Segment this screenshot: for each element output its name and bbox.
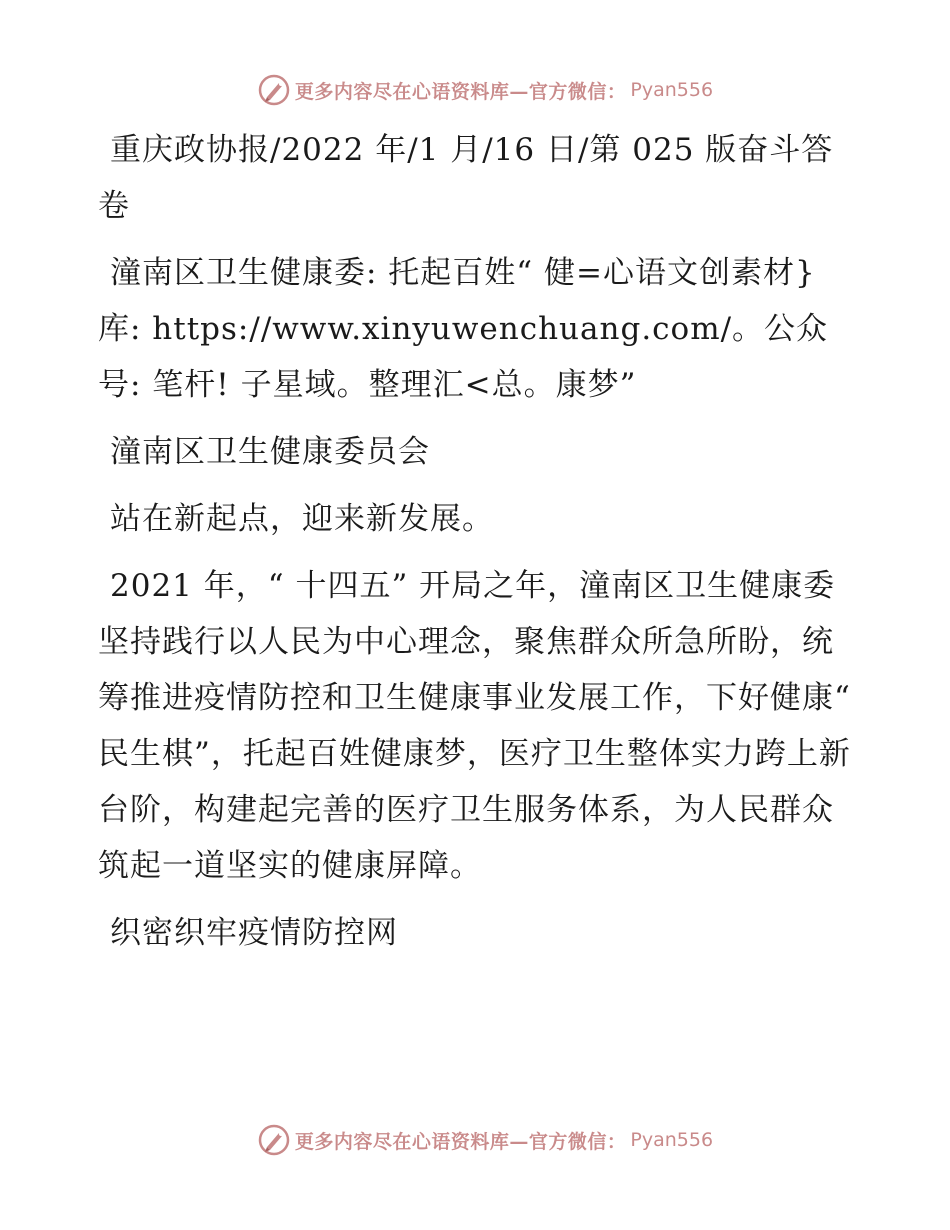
- pen-logo-icon: [257, 1123, 291, 1157]
- footer-watermark-wechat: Pyan556: [630, 1129, 714, 1151]
- pen-logo-icon: [257, 73, 291, 107]
- body-paragraph: 2021 年，“ 十四五” 开局之年，潼南区卫生健康委坚持践行以人民为中心理念，聚焦群众所急所盼，统筹推进疫情防控和卫生健康事业发展工作，下好健康“ 民生棋”，托起百姓健康梦，医疗卫生整体实力跨上新台阶，构建起完善的医疗卫生服务体系，为人民群众筑起一道坚实的健康屏障。: [98, 568, 851, 884]
- header-watermark-text: 更多内容尽在心语资料库—官方微信：: [294, 80, 627, 103]
- footer-watermark-text: 更多内容尽在心语资料库—官方微信：: [294, 1130, 627, 1153]
- document-body: [98, 122, 858, 972]
- footer-watermark-content: [257, 1123, 713, 1157]
- source-line: 重庆政协报/2022 年/1 月/16 日/第 025 版奋斗答卷: [98, 132, 834, 224]
- article-title: 潼南区卫生健康委: 托起百姓“ 健=心语文创素材}库: https://www.xinyuwenchuang.com/。公众号: 笔杆! 子星域。整理汇<总。康梦”: [98, 255, 829, 403]
- header-watermark-banner: [0, 70, 950, 110]
- header-watermark-wechat: Pyan556: [630, 79, 714, 101]
- header-watermark-content: [257, 73, 713, 107]
- footer-watermark-banner: [0, 1120, 950, 1160]
- body-paragraph: 站在新起点，迎来新发展。: [110, 501, 494, 537]
- author-line: 潼南区卫生健康委员会: [110, 434, 430, 470]
- section-heading: 织密织牢疫情防控网: [110, 915, 398, 951]
